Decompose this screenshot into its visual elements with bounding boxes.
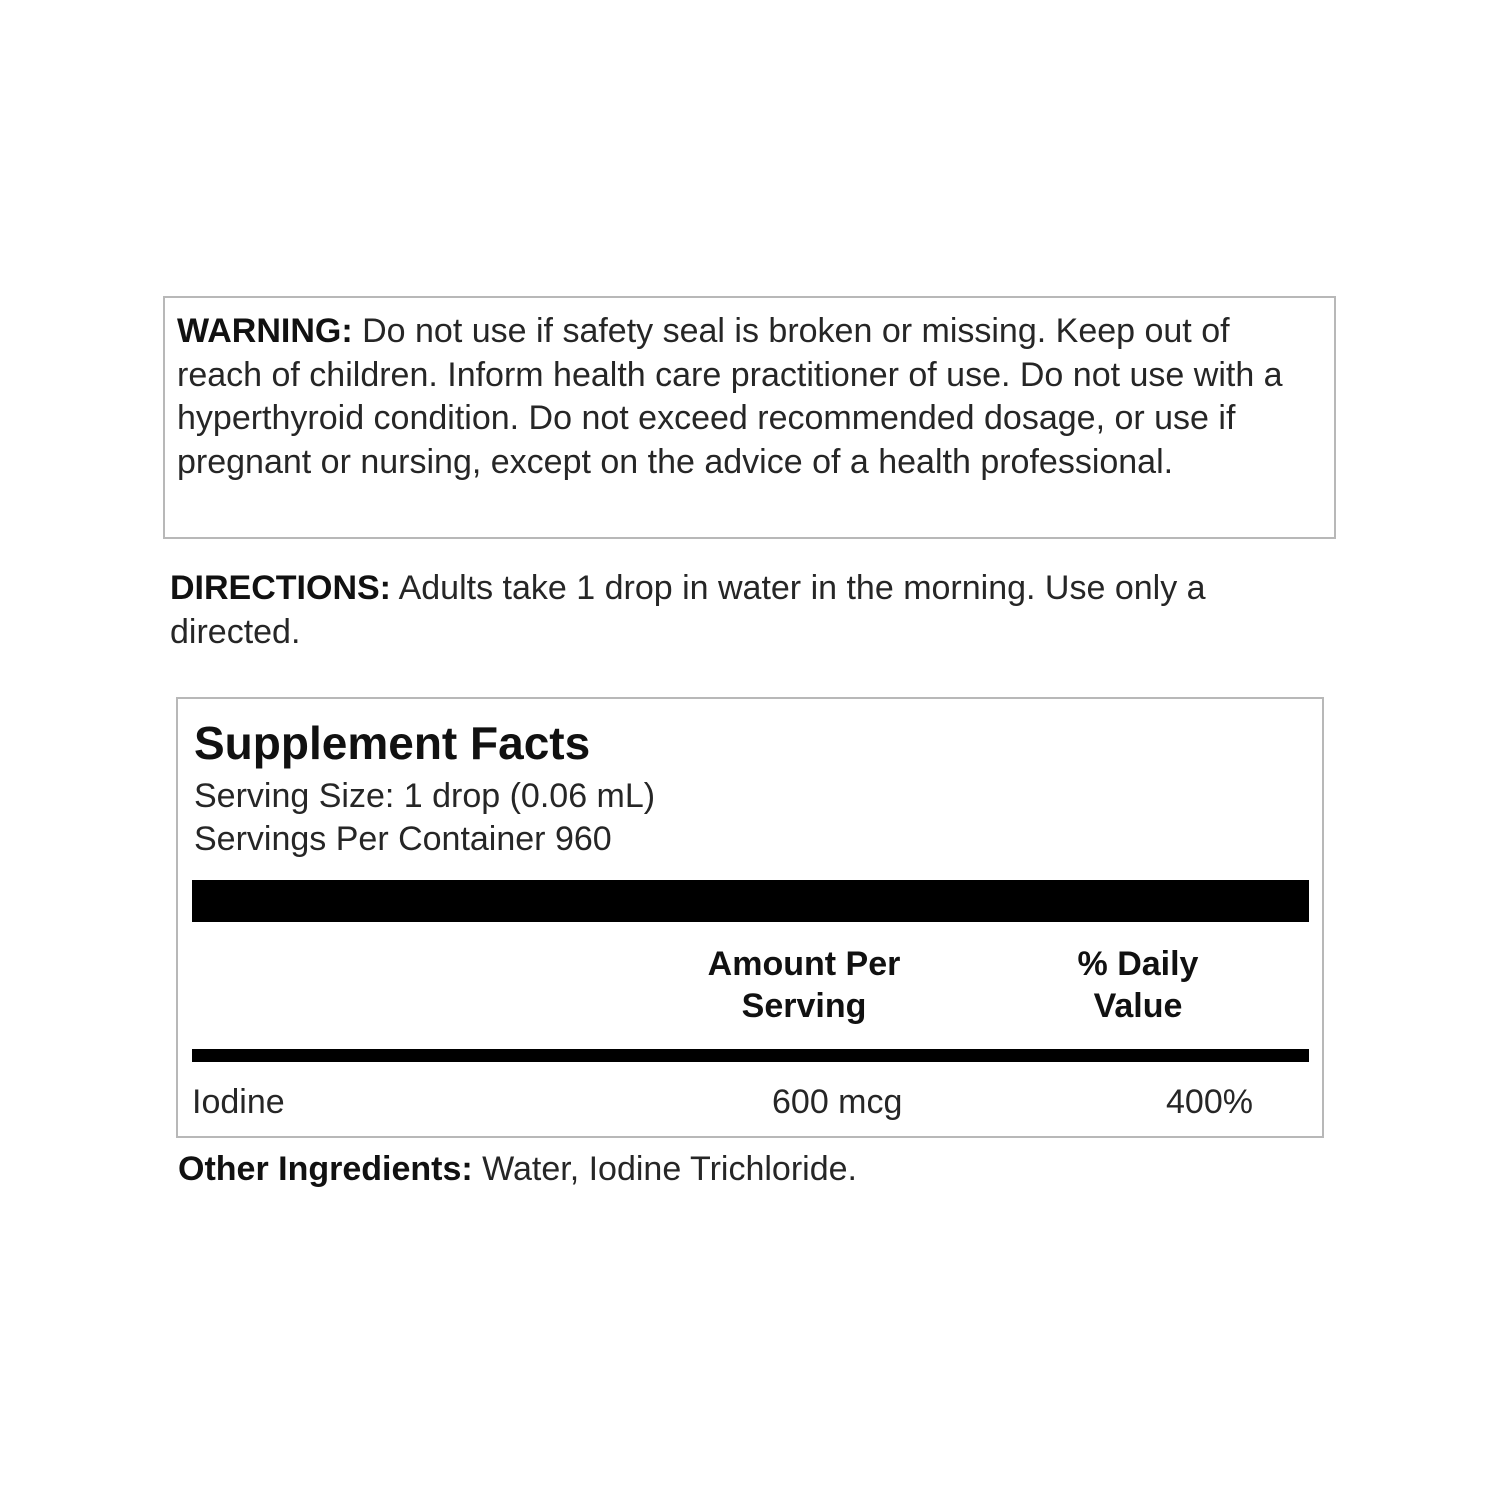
warning-text: Do not use if safety seal is broken or missing. Keep out of reach of children. Inform health care practitioner of use. Do not use with a hyperthyroid condition. Do not exceed recommended dosage, or use if pregnant or nursing, except on the advice of a health professional. [177,312,1283,481]
medium-divider-bar [192,1049,1309,1062]
warning-label: WARNING: [177,312,353,350]
column-header-daily-value-line1: % Daily [1077,945,1199,983]
warning-box [163,296,1336,539]
nutrient-name: Iodine [192,1083,285,1121]
directions-label: DIRECTIONS: [170,569,391,607]
other-ingredients-text: Water, Iodine Trichloride. [482,1150,857,1188]
directions [170,566,1330,654]
supplement-facts-title: Supplement Facts [194,717,591,769]
column-header-amount-line2: Serving [741,987,867,1025]
servings-per-container: Servings Per Container 960 [194,820,612,858]
directions-text: Adults take 1 drop in water in the morning. Use only a directed. [170,569,1206,651]
column-header-amount [674,943,934,1027]
supplement-facts-panel [176,697,1324,1138]
column-header-daily-value-line2: Value [1093,987,1183,1025]
column-header-amount-line1: Amount Per [707,945,901,983]
other-ingredients-label: Other Ingredients: [178,1150,473,1188]
column-header-daily-value [1038,943,1238,1027]
serving-size: Serving Size: 1 drop (0.06 mL) [194,777,656,815]
other-ingredients [178,1147,857,1191]
nutrient-daily-value: 400% [1166,1083,1253,1121]
nutrient-amount: 600 mcg [772,1083,903,1121]
thick-divider-bar [192,880,1309,922]
